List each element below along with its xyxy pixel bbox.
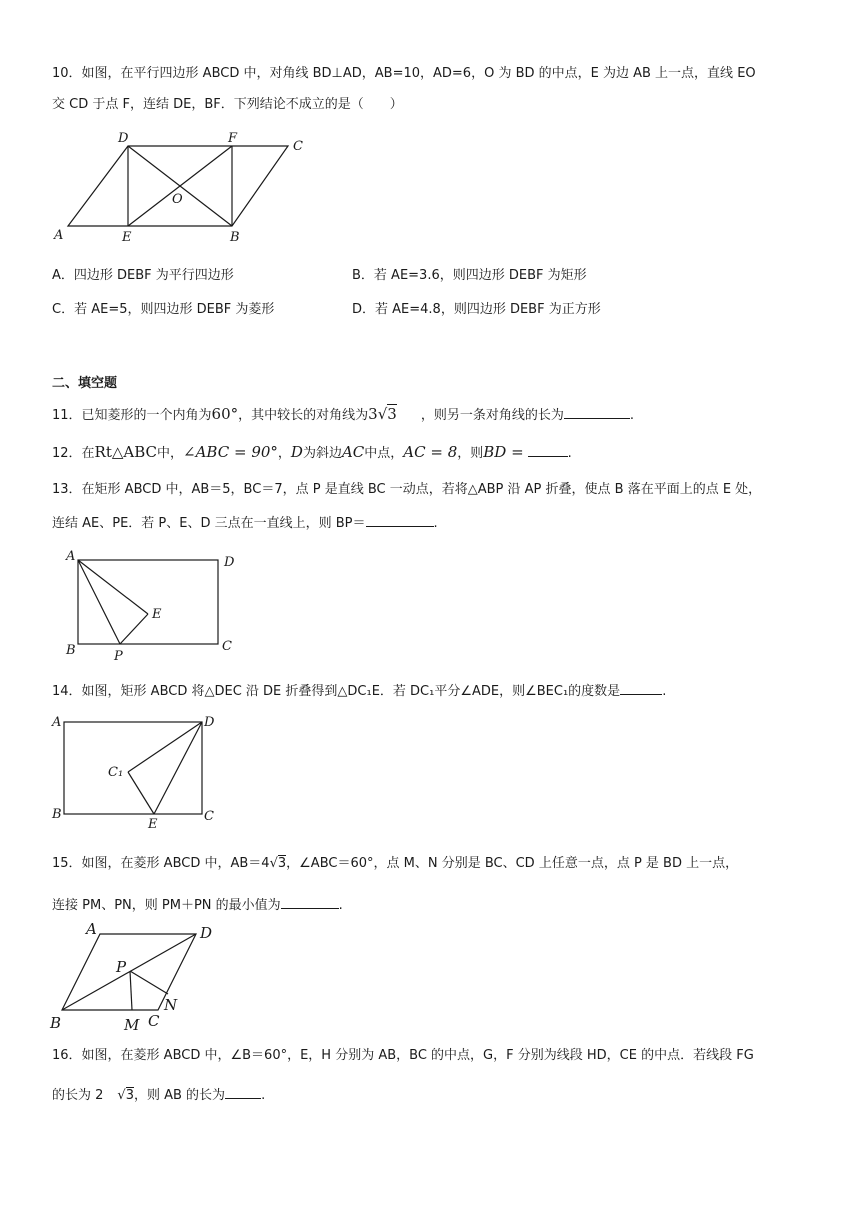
q15-pre: 15．如图，在菱形 ABCD 中，AB＝4 [52,856,270,871]
q13-segment-ap [78,560,120,644]
q14-label-b: B [52,807,62,822]
q13-answer-blank[interactable] [366,513,434,527]
q12-point-d: D [290,443,303,461]
q14-rectangle-figure [50,712,230,830]
q15-label-b: B [50,1014,62,1032]
q13-label-b: B [66,643,76,658]
q12-t2: ， [277,446,291,461]
q11-text [52,404,634,423]
q12-t1: 中， [157,446,184,461]
q14-line1-text: 14．如图，矩形 ABCD 将△DEC 沿 DE 折叠得到△DC₁E．若 DC₁平分∠ADE，则∠BEC₁的度数是 [52,684,621,699]
q10-parallelogram-abcd [68,146,288,226]
section-title-fill-in: 二、填空题 [52,376,118,391]
q14-segment-c1e [128,772,154,814]
q10-text-line2: 交 CD 于点 F，连结 DE，BF．下列结论不成立的是（ ） [52,97,403,112]
q14-segment-dc1 [128,722,202,772]
q13-label-c: C [222,639,232,654]
q11-answer-blank[interactable] [564,405,630,419]
q10-label-a: A [54,228,64,243]
q11-mid: ，其中较长的对角线为 [238,408,369,423]
q15-line2-text: 连接 PM、PN，则 PM＋PN 的最小值为 [52,898,281,913]
q15-answer-blank[interactable] [281,895,339,909]
q10-label-d: D [118,131,129,146]
q10-option-b: B．若 AE=3.6，则四边形 DEBF 为矩形 [352,268,587,283]
q10-option-c: C．若 AE=5，则四边形 DEBF 为菱形 [52,302,275,317]
q13-line2-text: 连结 AE、PE．若 P、E、D 三点在一直线上，则 BP＝ [52,516,366,531]
q14-label-d: D [204,715,215,730]
q16-answer-blank[interactable] [225,1085,261,1099]
q16-post2: ，则 AB 的长为 [133,1088,226,1103]
q14-label-c1: C₁ [108,765,124,780]
q14-text [52,680,666,699]
q11-post: ，则另一条对角线的长为 [420,408,564,423]
q12-end: . [567,446,572,461]
q15-label-a: A [86,920,97,938]
q10-parallelogram-figure [50,128,320,248]
q15-label-m: M [124,1016,140,1034]
q13-label-e: E [152,607,162,622]
q16-pre2: 的长为 2 [52,1088,104,1103]
q11-end: . [629,408,634,423]
q12-t3: 为斜边 [302,446,342,461]
q15-label-d: D [200,924,213,942]
q12-ac: AC [341,443,365,461]
q10-label-e: E [122,230,132,245]
q15-segment-pm [130,971,132,1010]
q15-sqrt-sign: √ [269,856,278,871]
q13-label-d: D [224,555,235,570]
q15-label-c: C [148,1012,160,1030]
q15-label-p: P [116,958,127,976]
q14-segment-de [154,722,202,814]
q13-label-p: P [114,649,123,664]
q10-option-a: A．四边形 DEBF 为平行四边形 [52,268,234,283]
q14-answer-blank[interactable] [620,681,662,695]
q15-rhombus-figure [48,916,228,1036]
q12-answer-blank[interactable] [528,443,568,457]
q15-text-line1 [52,852,738,871]
q15-end: . [338,898,343,913]
q16-radicand: 3 [125,1088,134,1103]
q10-label-c: C [293,139,303,154]
q12-text [52,442,572,461]
q16-sqrt-sign: √ [117,1088,126,1103]
q11-pre: 11．已知菱形的一个内角为 [52,408,212,423]
q12-bd: BD = [483,443,524,461]
q14-label-c: C [204,809,214,824]
q13-text-line1: 13．在矩形 ABCD 中，AB＝5，BC＝7，点 P 是直线 BC 一动点，若将△ABP 沿 AP 折叠，使点 B 落在平面上的点 E 处， [52,482,762,497]
q12-angle: ∠ABC = 90° [183,443,278,461]
q12-t5: ，则 [457,446,484,461]
q15-radicand: 3 [277,856,287,871]
q15-segment-pn [130,971,168,994]
q13-end: . [433,516,438,531]
q11-coef: 3 [368,405,378,423]
q15-text-line2 [52,894,343,913]
q13-text-line2 [52,512,438,531]
q12-ac-value: AC = 8 [403,443,458,461]
q10-text-line1: 10．如图，在平行四边形 ABCD 中，对角线 BD⊥AD，AB=10，AD=6，O 为 BD 的中点，E 为边 AB 上一点，直线 EO [52,66,756,81]
q16-end: . [261,1088,266,1103]
q12-t4: 中点， [364,446,404,461]
q13-label-a: A [66,549,76,564]
q16-text-line2 [52,1084,265,1103]
q11-sqrt-sign: √ [377,405,388,423]
q10-label-b: B [230,230,240,245]
q11-angle: 60° [211,405,239,423]
q13-rectangle-figure [62,548,242,664]
q10-label-o: O [172,192,183,207]
q10-option-d: D．若 AE=4.8，则四边形 DEBF 为正方形 [352,302,601,317]
q14-label-e: E [148,817,158,832]
q15-label-n: N [164,996,178,1014]
q11-radicand: 3 [387,405,397,423]
q14-end: . [662,684,667,699]
q15-post: ，∠ABC＝60°，点 M、N 分别是 BC、CD 上任意一点，点 P 是 BD 上一点， [286,856,739,871]
q12-triangle: Rt△ABC [94,443,158,461]
q14-label-a: A [52,715,62,730]
q16-text-line1: 16．如图，在菱形 ABCD 中，∠B＝60°，E，H 分别为 AB，BC 的中点，G，F 分别为线段 HD，CE 的中点．若线段 FG [52,1048,754,1063]
q13-segment-pe [120,614,148,644]
q13-segment-ae [78,560,148,614]
q12-pre: 12．在 [52,446,95,461]
q10-label-f: F [228,131,238,146]
